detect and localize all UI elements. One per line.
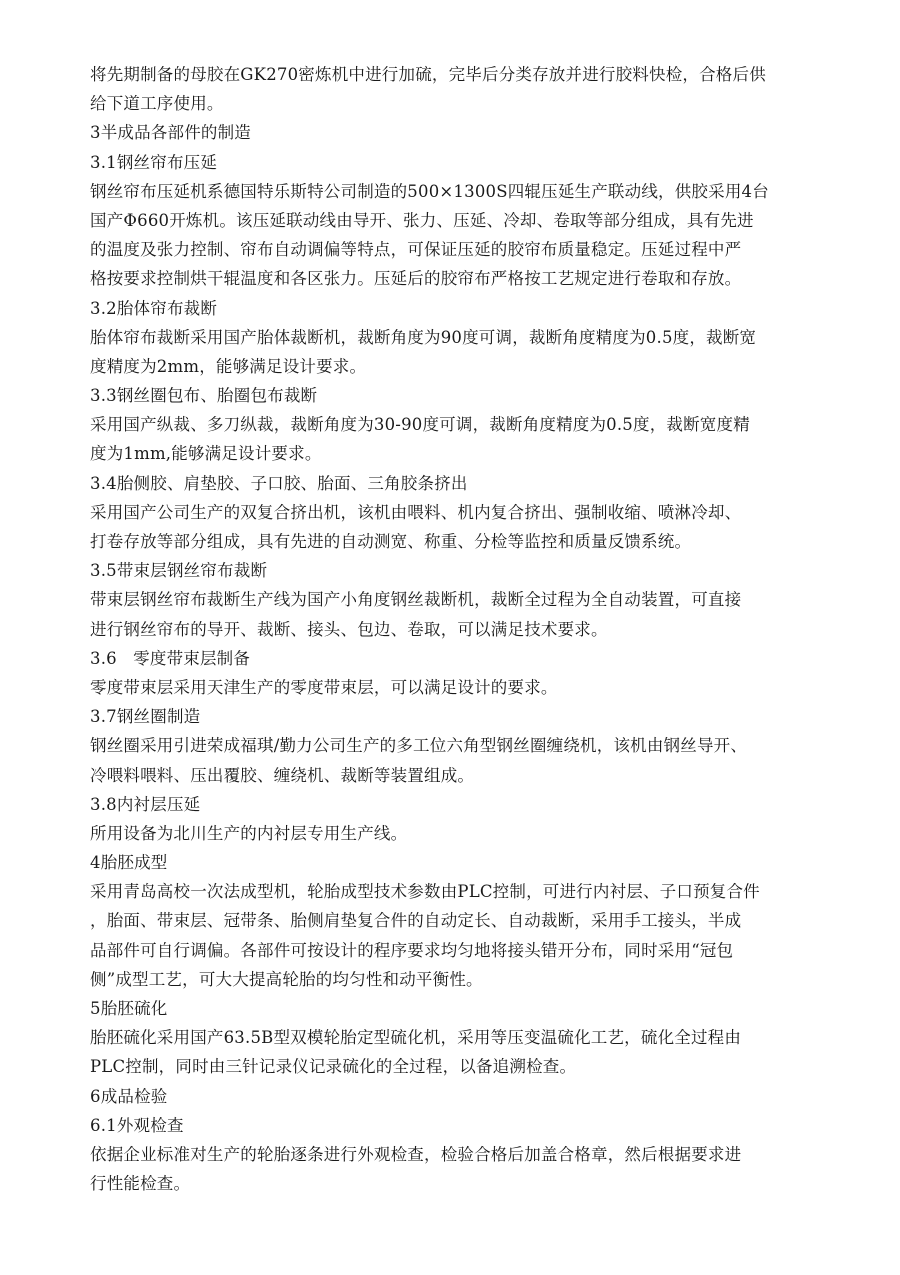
text-line: 冷喂料喂料、压出覆胶、缠绕机、裁断等装置组成。 bbox=[90, 765, 475, 785]
section-heading: 4胎胚成型 bbox=[90, 853, 168, 873]
subsection-heading: 3.8内衬层压延 bbox=[90, 794, 201, 814]
subsection-heading: 3.3钢丝圈包布、胎圈包布裁断 bbox=[90, 386, 318, 406]
text-line: 打卷存放等部分组成，具有先进的自动测宽、称重、分检等监控和质量反馈系统。 bbox=[90, 532, 692, 551]
text-line: 度精度为2mm，能够满足设计要求。 bbox=[90, 356, 367, 376]
text-line: 侧”成型工艺，可大大提高轮胎的均匀性和动平衡性。 bbox=[90, 969, 483, 989]
subsection-heading: 3.1钢丝帘布压延 bbox=[90, 152, 218, 172]
subsection-heading: 3.4胎侧胶、肩垫胶、子口胶、胎面、三角胶条挤出 bbox=[90, 473, 468, 493]
text-line: 采用国产公司生产的双复合挤出机，该机由喂料、机内复合挤出、强制收缩、喷淋冷却、 bbox=[90, 502, 742, 522]
text-line: 的温度及张力控制、帘布自动调偏等特点，可保证压延的胶帘布质量稳定。压延过程中严 bbox=[90, 240, 742, 260]
text-line: 进行钢丝帘布的导开、裁断、接头、包边、卷取，可以满足技术要求。 bbox=[90, 619, 608, 639]
text-line: 零度带束层采用天津生产的零度带束层，可以满足设计的要求。 bbox=[90, 677, 558, 697]
text-line: 国产Φ660开炼机。该压延联动线由导开、张力、压延、冷却、卷取等部分组成，具有先进 bbox=[90, 210, 754, 230]
text-line: ，胎面、带束层、冠带条、胎侧肩垫复合件的自动定长、自动裁断，采用手工接头，半成 bbox=[90, 911, 742, 931]
text-line: 胎体帘布裁断采用国产胎体裁断机，裁断角度为90度可调，裁断角度精度为0.5度，裁断宽 bbox=[90, 327, 757, 347]
section-heading: 5胎胚硫化 bbox=[90, 999, 168, 1018]
subsection-heading: 3.7钢丝圈制造 bbox=[90, 707, 201, 727]
text-line: 采用国产纵裁、多刀纵裁，裁断角度为30-90度可调，裁断角度精度为0.5度，裁断宽度精 bbox=[90, 415, 750, 435]
text-line: 钢丝帘布压延机系德国特乐斯特公司制造的500×1300S四辊压延生产联动线，供胶采用4台 bbox=[90, 181, 769, 201]
text-line: 度为1mm,能够满足设计要求。 bbox=[90, 444, 322, 464]
text-line: 品部件可自行调偏。各部件可按设计的程序要求均匀地将接头错开分布，同时采用“冠包 bbox=[90, 940, 734, 960]
text-line: 行性能检查。 bbox=[90, 1174, 191, 1194]
subsection-heading: 3.5带束层钢丝帘布裁断 bbox=[90, 561, 268, 581]
text-line: 将先期制备的母胶在GK270密炼机中进行加硫，完毕后分类存放并进行胶料快检，合格后供 bbox=[90, 65, 766, 84]
text-line: 给下道工序使用。 bbox=[90, 94, 224, 114]
subsection-heading: 3.2胎体帘布裁断 bbox=[90, 298, 218, 318]
subsection-heading: 3.6 零度带束层制备 bbox=[90, 648, 251, 668]
text-line: 采用青岛高校一次法成型机，轮胎成型技术参数由PLC控制，可进行内衬层、子口预复合件 bbox=[90, 882, 760, 902]
section-heading: 3半成品各部件的制造 bbox=[90, 123, 251, 143]
subsection-heading: 6.1外观检查 bbox=[90, 1115, 184, 1135]
text-line: 依据企业标准对生产的轮胎逐条进行外观检查，检验合格后加盖合格章，然后根据要求进 bbox=[90, 1144, 742, 1164]
document-page bbox=[90, 60, 820, 1198]
text-line: 钢丝圈采用引进荣成福琪/勤力公司生产的多工位六角型钢丝圈缠绕机，该机由钢丝导开、 bbox=[90, 736, 748, 756]
text-line: PLC控制，同时由三针记录仪记录硫化的全过程，以备追溯检查。 bbox=[90, 1057, 577, 1077]
text-line: 所用设备为北川生产的内衬层专用生产线。 bbox=[90, 823, 408, 843]
text-line: 带束层钢丝帘布裁断生产线为国产小角度钢丝裁断机，裁断全过程为全自动装置，可直接 bbox=[90, 590, 742, 610]
text-line: 胎胚硫化采用国产63.5B型双模轮胎定型硫化机，采用等压变温硫化工艺，硫化全过程由 bbox=[90, 1028, 742, 1048]
section-heading: 6成品检验 bbox=[90, 1086, 168, 1106]
text-line: 格按要求控制烘干辊温度和各区张力。压延后的胶帘布严格按工艺规定进行卷取和存放。 bbox=[90, 269, 742, 289]
